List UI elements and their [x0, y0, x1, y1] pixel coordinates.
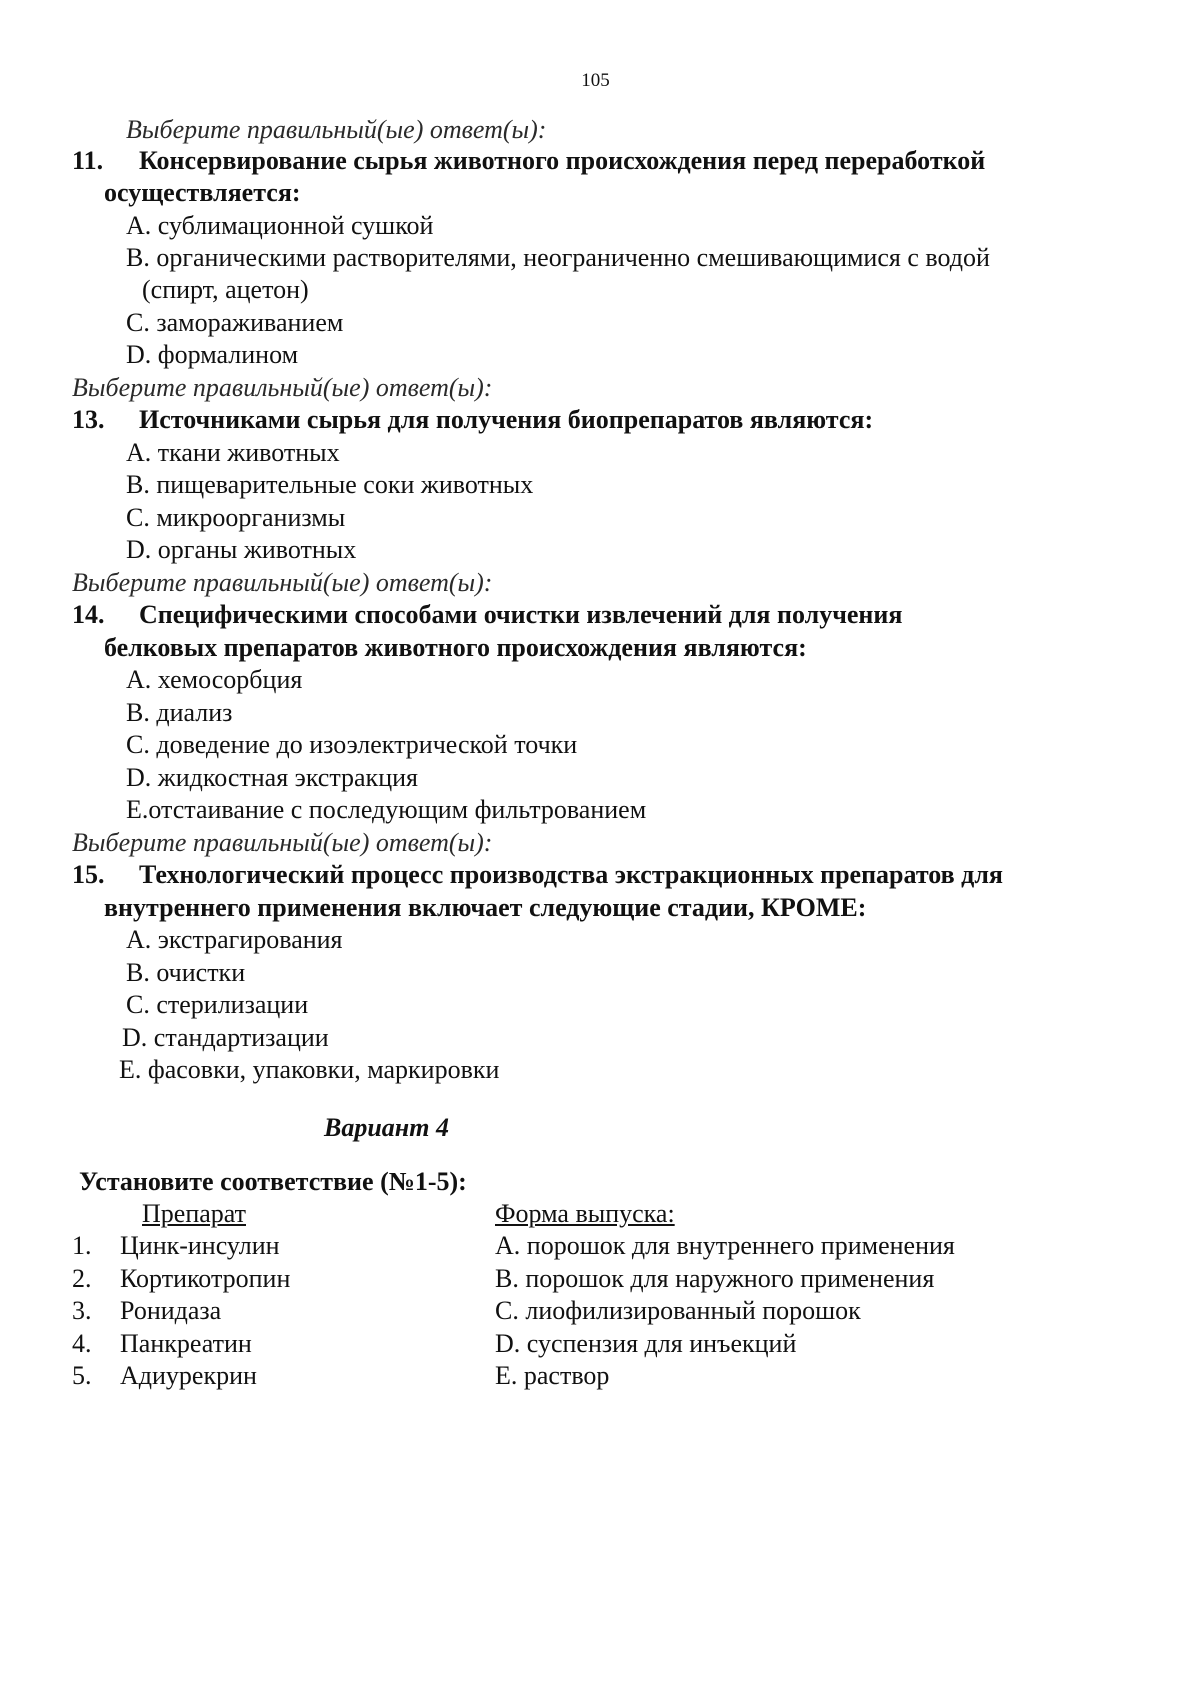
matching-left-header: Препарат: [142, 1199, 246, 1228]
answer-option: C. доведение до изоэлектрической точки: [126, 730, 578, 759]
matching-item-number: 5.: [72, 1361, 92, 1390]
matching-item-number: 2.: [72, 1264, 92, 1293]
answer-option: D. жидкостная экстракция: [126, 763, 418, 792]
answer-option: A. ткани животных: [126, 438, 340, 467]
question-number: 15.: [72, 860, 105, 889]
answer-option: A. экстрагирования: [126, 925, 343, 954]
answer-option: E. фасовки, упаковки, маркировки: [119, 1055, 500, 1084]
answer-option: A. сублимационной сушкой: [126, 211, 434, 240]
matching-item-text: Адиурекрин: [120, 1361, 257, 1390]
instruction: Выберите правильный(ые) ответ(ы):: [72, 373, 493, 402]
answer-option: D. стандартизации: [122, 1023, 329, 1052]
instruction: Выберите правильный(ые) ответ(ы):: [72, 568, 493, 597]
answer-option: D. формалином: [126, 340, 299, 369]
answer-option: C. микроорганизмы: [126, 503, 346, 532]
matching-left-item: [72, 1360, 257, 1392]
question-number: 11.: [72, 146, 104, 175]
matching-title: Установите соответствие (№1-5):: [79, 1167, 467, 1196]
answer-option-continued: (спирт, ацетон): [142, 275, 309, 304]
answer-option: A. хемосорбция: [126, 665, 303, 694]
matching-item-number: 4.: [72, 1329, 92, 1358]
question-text: Источниками сырья для получения биопрепаратов являются:: [139, 405, 874, 434]
matching-left-item: [72, 1230, 280, 1262]
question-text: Специфическими способами очистки извлечений для получения: [139, 600, 903, 629]
variant-heading: Вариант 4: [324, 1113, 449, 1142]
matching-item-text: Цинк-инсулин: [120, 1231, 280, 1260]
question-14: [72, 599, 902, 631]
question-text-continued: белковых препаратов животного происхождения являются:: [104, 633, 807, 662]
matching-left-item: [72, 1263, 290, 1295]
matching-right-item: E. раствор: [495, 1361, 610, 1390]
answer-option: B. диализ: [126, 698, 233, 727]
question-13: [72, 404, 873, 436]
matching-item-text: Кортикотропин: [120, 1264, 291, 1293]
matching-right-item: B. порошок для наружного применения: [495, 1264, 935, 1293]
question-text: Технологический процесс производства экстракционных препаратов для: [139, 860, 1003, 889]
matching-left-item: [72, 1295, 221, 1327]
page-number: 105: [581, 70, 610, 91]
question-number: 13.: [72, 405, 105, 434]
question-text-continued: внутреннего применения включает следующие стадии, КРОМЕ:: [104, 893, 867, 922]
answer-option: B. пищеварительные соки животных: [126, 470, 534, 499]
answer-option: C. стерилизации: [126, 990, 309, 1019]
question-11: [72, 145, 985, 177]
answer-option: E.отстаивание с последующим фильтрованием: [126, 795, 647, 824]
answer-option: D. органы животных: [126, 535, 357, 564]
matching-item-number: 1.: [72, 1231, 92, 1260]
question-text-continued: осуществляется:: [104, 178, 301, 207]
matching-item-text: Панкреатин: [120, 1329, 252, 1358]
instruction: Выберите правильный(ые) ответ(ы):: [72, 828, 493, 857]
matching-right-item: A. порошок для внутреннего применения: [495, 1231, 955, 1260]
answer-option: B. очистки: [126, 958, 246, 987]
answer-option: B. органическими растворителями, неограниченно смешивающимися с водой: [126, 243, 990, 272]
question-number: 14.: [72, 600, 105, 629]
instruction: Выберите правильный(ые) ответ(ы):: [126, 115, 547, 144]
matching-item-text: Ронидаза: [120, 1296, 222, 1325]
matching-right-item: D. суспензия для инъекций: [495, 1329, 797, 1358]
question-text: Консервирование сырья животного происхождения перед переработкой: [139, 146, 986, 175]
matching-item-number: 3.: [72, 1296, 92, 1325]
question-15: [72, 859, 1003, 891]
answer-option: C. замораживанием: [126, 308, 344, 337]
matching-right-header: Форма выпуска:: [495, 1199, 675, 1228]
matching-right-item: C. лиофилизированный порошок: [495, 1296, 861, 1325]
matching-left-item: [72, 1328, 252, 1360]
